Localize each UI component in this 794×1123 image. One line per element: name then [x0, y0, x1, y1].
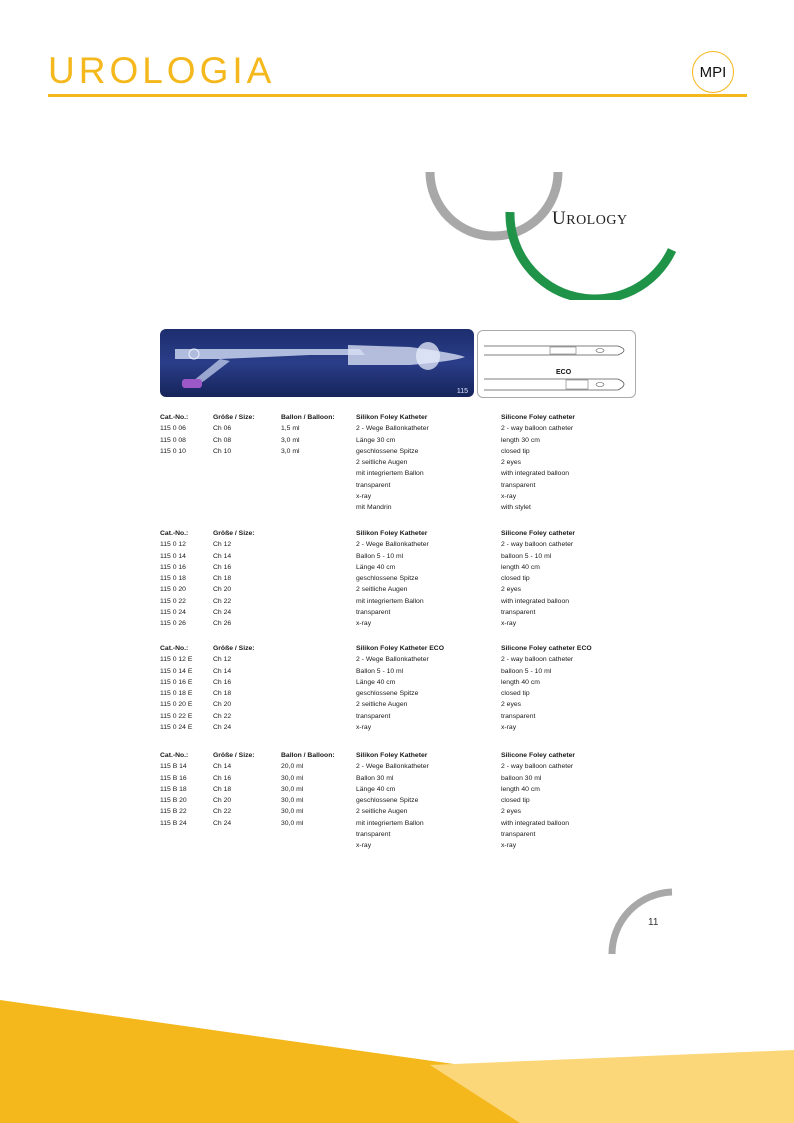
- german-description-column-cell: mit Mandrin: [356, 504, 392, 512]
- english-description-column-cell: transparent: [501, 481, 536, 489]
- balloon-column: [281, 750, 335, 829]
- balloon-column-cell: 30,0 ml: [281, 785, 304, 793]
- english-description-column: [501, 750, 575, 852]
- german-description-column-cell: Ballon 5 - 10 ml: [356, 667, 404, 675]
- page-number-arc: [600, 880, 680, 960]
- german-description-column-cell: 2 - Wege Ballonkatheter: [356, 425, 429, 433]
- size-column-cell: Ch 24: [213, 819, 232, 827]
- german-description-column-cell: 2 - Wege Ballonkatheter: [356, 656, 429, 664]
- german-description-column-cell: 2 seitliche Augen: [356, 808, 408, 816]
- german-description-column-cell: Ballon 5 - 10 ml: [356, 552, 404, 560]
- size-column-header: Größe / Size:: [213, 752, 255, 759]
- size-column-cell: Ch 06: [213, 425, 232, 433]
- german-description-column-cell: transparent: [356, 481, 391, 489]
- cat-no-column: [160, 643, 192, 733]
- section-arc-graphic: [400, 160, 680, 300]
- cat-no-column-cell: 115 B 18: [160, 785, 187, 793]
- english-description-column-cell: 2 eyes: [501, 701, 522, 709]
- german-description-column: [356, 528, 429, 630]
- german-description-column-cell: 2 - Wege Ballonkatheter: [356, 541, 429, 549]
- english-description-column-cell: with stylet: [501, 504, 531, 512]
- english-description-column-cell: length 40 cm: [501, 678, 540, 686]
- size-column-cell: Ch 22: [213, 712, 232, 720]
- balloon-column-cell: 30,0 ml: [281, 774, 304, 782]
- size-column-cell: Ch 26: [213, 620, 232, 628]
- section-label-rest: ROLOGY: [566, 213, 628, 228]
- balloon-column-header: Ballon / Balloon:: [281, 752, 335, 759]
- german-description-column-cell: 2 - Wege Ballonkatheter: [356, 763, 429, 771]
- balloon-column-cell: 20,0 ml: [281, 763, 304, 771]
- english-description-column-cell: closed tip: [501, 690, 530, 698]
- size-column-cell: Ch 16: [213, 563, 232, 571]
- balloon-column-cell: 30,0 ml: [281, 808, 304, 816]
- size-column: [213, 528, 255, 630]
- english-description-column-cell: balloon 5 - 10 ml: [501, 667, 552, 675]
- size-column-cell: Ch 08: [213, 436, 232, 444]
- german-description-column-cell: Länge 30 cm: [356, 436, 396, 444]
- german-description-column-header: Silikon Foley Katheter: [356, 530, 428, 537]
- size-column-cell: Ch 24: [213, 609, 232, 617]
- page-title: UROLOGIA: [48, 50, 276, 91]
- size-column-cell: Ch 18: [213, 690, 232, 698]
- cat-no-column-cell: 115 0 12 E: [160, 656, 193, 664]
- german-description-column-cell: geschlossene Spitze: [356, 575, 419, 583]
- english-description-column: [501, 528, 575, 630]
- german-description-column-cell: x-ray: [356, 842, 372, 850]
- catheter-photo: [160, 329, 474, 397]
- size-column-cell: Ch 20: [213, 797, 232, 805]
- english-description-column-cell: x-ray: [501, 493, 517, 501]
- footer-wave-graphic: [0, 990, 794, 1123]
- cat-no-column-cell: 115 B 24: [160, 819, 187, 827]
- english-description-column-cell: 2 - way balloon catheter: [501, 425, 574, 433]
- cat-no-column-cell: 115 B 22: [160, 808, 187, 816]
- german-description-column-cell: 2 seitliche Augen: [356, 459, 408, 467]
- cat-no-column-header: Cat.-No.:: [160, 645, 189, 652]
- english-description-column-cell: 2 eyes: [501, 459, 522, 467]
- english-description-column-cell: 2 - way balloon catheter: [501, 656, 574, 664]
- english-description-column: [501, 643, 592, 733]
- cat-no-column-cell: 115 0 24 E: [160, 724, 193, 732]
- cat-no-column-cell: 115 0 20 E: [160, 701, 193, 709]
- eco-label: ECO: [556, 369, 572, 376]
- cat-no-column: [160, 750, 188, 829]
- cat-no-column: [160, 528, 188, 630]
- english-description-column-cell: with integrated balloon: [501, 597, 570, 605]
- german-description-column-header: Silikon Foley Katheter ECO: [356, 645, 445, 652]
- german-description-column-cell: 2 seitliche Augen: [356, 701, 408, 709]
- english-description-column-cell: 2 eyes: [501, 586, 522, 594]
- english-description-column-cell: balloon 5 - 10 ml: [501, 552, 552, 560]
- english-description-column-cell: transparent: [501, 712, 536, 720]
- cat-no-column-cell: 115 0 14 E: [160, 667, 193, 675]
- size-column-cell: Ch 14: [213, 667, 232, 675]
- cat-no-column-cell: 115 0 20: [160, 586, 186, 594]
- section-label: [552, 208, 628, 230]
- balloon-column-cell: 1,5 ml: [281, 425, 300, 433]
- cat-no-column-cell: 115 0 16: [160, 563, 186, 571]
- english-description-column-cell: length 40 cm: [501, 785, 540, 793]
- german-description-column-cell: geschlossene Spitze: [356, 797, 419, 805]
- english-description-column-cell: closed tip: [501, 797, 530, 805]
- cat-no-column-cell: 115 B 20: [160, 797, 187, 805]
- german-description-column-cell: x-ray: [356, 493, 372, 501]
- balloon-column: [281, 412, 335, 457]
- german-description-column-header: Silikon Foley Katheter: [356, 752, 428, 759]
- catheter-drawing-illustration: [478, 331, 635, 397]
- cat-no-column-cell: 115 0 18: [160, 575, 186, 583]
- english-description-column-cell: x-ray: [501, 620, 517, 628]
- german-description-column-cell: Länge 40 cm: [356, 563, 396, 571]
- size-column: [213, 750, 255, 829]
- size-column-cell: Ch 14: [213, 552, 232, 560]
- size-column-header: Größe / Size:: [213, 645, 255, 652]
- german-description-column-cell: mit integriertem Ballon: [356, 597, 424, 605]
- cat-no-column-cell: 115 0 22 E: [160, 712, 193, 720]
- english-description-column-cell: 2 - way balloon catheter: [501, 541, 574, 549]
- header-rule: [48, 94, 747, 97]
- balloon-column-cell: 3,0 ml: [281, 436, 300, 444]
- cat-no-column-cell: 115 0 26: [160, 620, 186, 628]
- german-description-column: [356, 412, 429, 514]
- balloon-column-cell: 30,0 ml: [281, 819, 304, 827]
- english-description-column-header: Silicone Foley catheter: [501, 530, 576, 537]
- cat-no-column-cell: 115 0 10: [160, 447, 186, 455]
- size-column-cell: Ch 12: [213, 656, 232, 664]
- german-description-column-cell: Ballon 30 ml: [356, 774, 394, 782]
- english-description-column-cell: length 40 cm: [501, 563, 540, 571]
- english-description-column-cell: length 30 cm: [501, 436, 540, 444]
- size-column-cell: Ch 14: [213, 763, 232, 771]
- german-description-column: [356, 643, 444, 733]
- english-description-column-cell: x-ray: [501, 842, 517, 850]
- size-column-header: Größe / Size:: [213, 414, 255, 421]
- english-description-column-header: Silicone Foley catheter: [501, 752, 576, 759]
- gray-arc: [430, 172, 558, 236]
- cat-no-column-cell: 115 0 16 E: [160, 678, 193, 686]
- german-description-column-cell: geschlossene Spitze: [356, 447, 419, 455]
- cat-no-column-cell: 115 0 08: [160, 436, 186, 444]
- photo-label: 115: [456, 388, 468, 395]
- cat-no-column-cell: 115 B 16: [160, 774, 187, 782]
- english-description-column-cell: x-ray: [501, 724, 517, 732]
- size-column-cell: Ch 20: [213, 586, 232, 594]
- size-column-cell: Ch 12: [213, 541, 232, 549]
- cat-no-column-cell: 115 B 14: [160, 763, 187, 771]
- english-description-column-cell: closed tip: [501, 575, 530, 583]
- german-description-column-cell: geschlossene Spitze: [356, 690, 419, 698]
- english-description-column: [501, 412, 575, 514]
- cat-no-column-cell: 115 0 12: [160, 541, 186, 549]
- english-description-column-cell: with integrated balloon: [501, 470, 570, 478]
- page-number: 11: [648, 917, 659, 928]
- section-label-cap: U: [552, 208, 567, 229]
- cat-no-column-cell: 115 0 18 E: [160, 690, 193, 698]
- english-description-column-header: Silicone Foley catheter ECO: [501, 645, 592, 652]
- cat-no-column-header: Cat.-No.:: [160, 752, 189, 759]
- size-column-cell: Ch 16: [213, 774, 232, 782]
- cat-no-column-header: Cat.-No.:: [160, 414, 189, 421]
- size-column-cell: Ch 22: [213, 808, 232, 816]
- size-column: [213, 643, 255, 733]
- english-description-column-cell: 2 - way balloon catheter: [501, 763, 574, 771]
- german-description-column: [356, 750, 429, 852]
- balloon-column-cell: 3,0 ml: [281, 447, 300, 455]
- german-description-column-cell: Länge 40 cm: [356, 785, 396, 793]
- cat-no-column-cell: 115 0 14: [160, 552, 186, 560]
- english-description-column-cell: transparent: [501, 831, 536, 839]
- german-description-column-cell: 2 seitliche Augen: [356, 586, 408, 594]
- cat-no-column-cell: 115 0 22: [160, 597, 186, 605]
- english-description-column-cell: closed tip: [501, 447, 530, 455]
- balloon-column-header: Ballon / Balloon:: [281, 414, 335, 421]
- german-description-column-cell: x-ray: [356, 620, 372, 628]
- english-description-column-cell: with integrated balloon: [501, 819, 570, 827]
- size-column-cell: Ch 22: [213, 597, 232, 605]
- cat-no-column-cell: 115 0 06: [160, 425, 186, 433]
- balloon-column-cell: 30,0 ml: [281, 797, 304, 805]
- german-description-column-cell: transparent: [356, 831, 391, 839]
- size-column-cell: Ch 16: [213, 678, 232, 686]
- mpi-logo: MPI: [692, 51, 734, 93]
- english-description-column-cell: 2 eyes: [501, 808, 522, 816]
- size-column-cell: Ch 24: [213, 724, 232, 732]
- cat-no-column-cell: 115 0 24: [160, 609, 186, 617]
- german-description-column-cell: Länge 40 cm: [356, 678, 396, 686]
- german-description-column-cell: transparent: [356, 712, 391, 720]
- english-description-column-header: Silicone Foley catheter: [501, 414, 576, 421]
- size-column-cell: Ch 18: [213, 575, 232, 583]
- cat-no-column: [160, 412, 188, 457]
- german-description-column-cell: x-ray: [356, 724, 372, 732]
- english-description-column-cell: balloon 30 ml: [501, 774, 542, 782]
- german-description-column-cell: mit integriertem Ballon: [356, 470, 424, 478]
- german-description-column-cell: transparent: [356, 609, 391, 617]
- size-column: [213, 412, 255, 457]
- english-description-column-cell: transparent: [501, 609, 536, 617]
- german-description-column-header: Silikon Foley Katheter: [356, 414, 428, 421]
- cat-no-column-header: Cat.-No.:: [160, 530, 189, 537]
- size-column-header: Größe / Size:: [213, 530, 255, 537]
- size-column-cell: Ch 20: [213, 701, 232, 709]
- size-column-cell: Ch 18: [213, 785, 232, 793]
- size-column-cell: Ch 10: [213, 447, 232, 455]
- catheter-drawing: [477, 330, 636, 398]
- catheter-photo-illustration: [160, 329, 474, 397]
- german-description-column-cell: mit integriertem Ballon: [356, 819, 424, 827]
